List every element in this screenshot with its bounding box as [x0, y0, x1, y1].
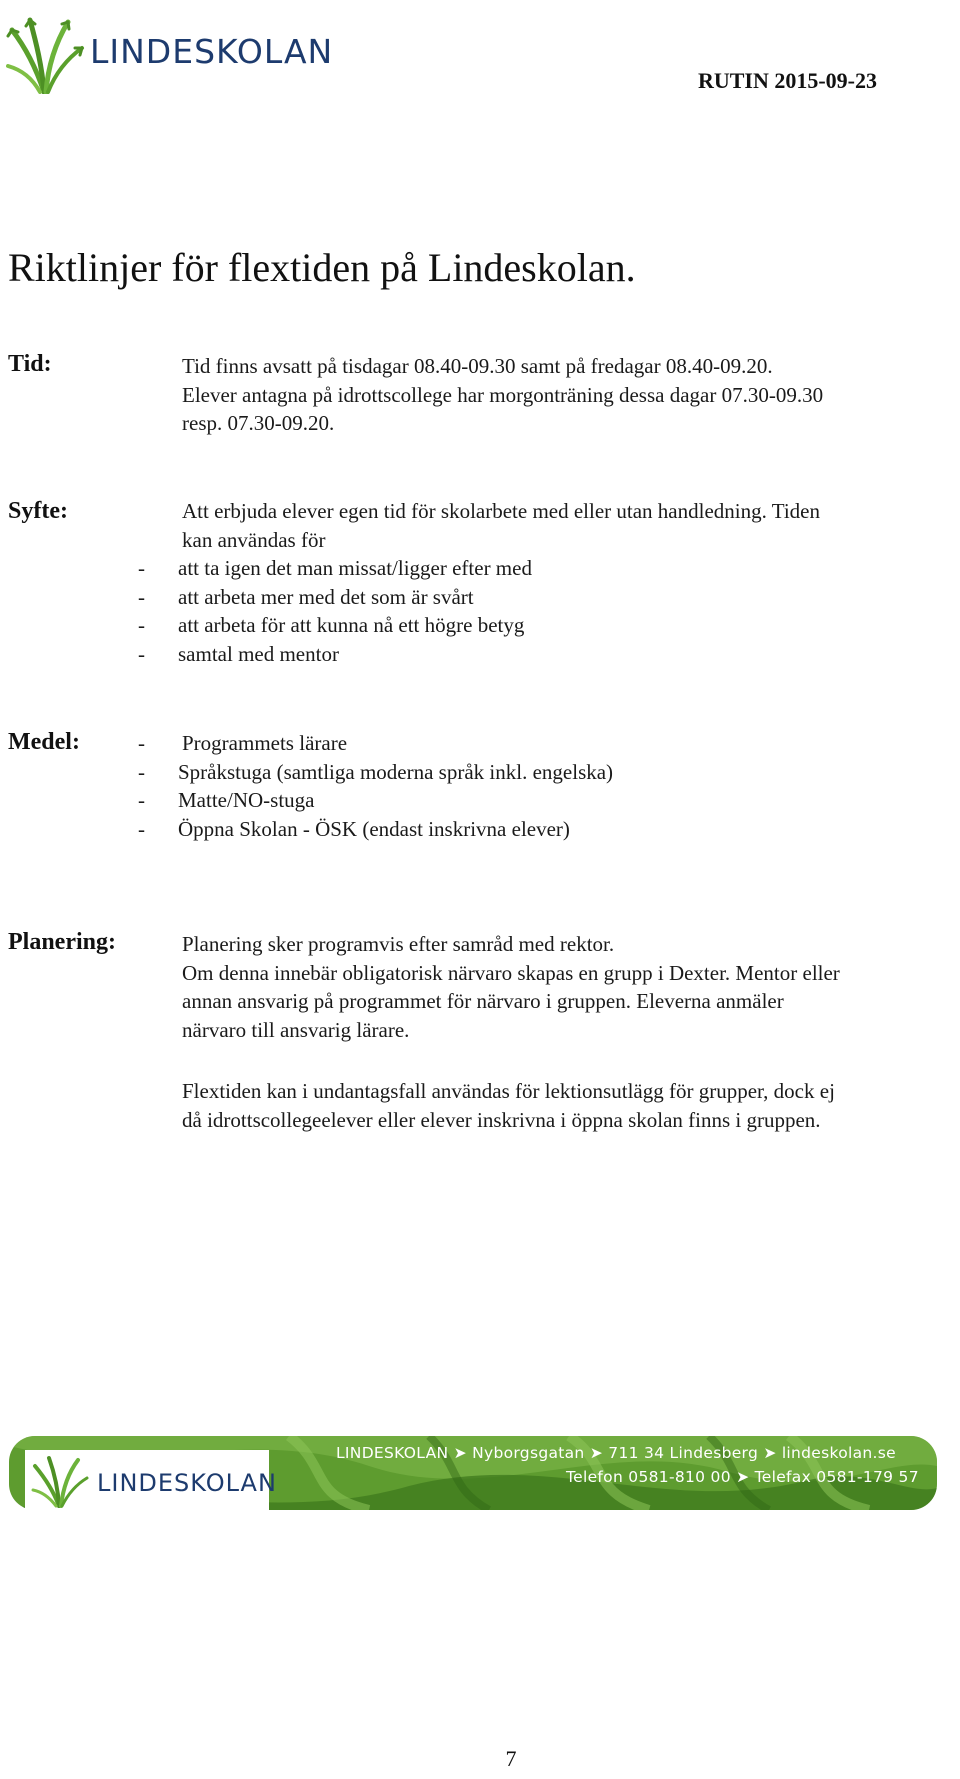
- section-body-syfte: [182, 497, 820, 554]
- medel-bullet-list: [138, 729, 838, 843]
- bullet-dash: -: [138, 584, 145, 609]
- text-line: Om denna innebär obligatorisk närvaro skapas en grupp i Dexter. Mentor eller: [182, 960, 840, 985]
- bullet-dash: -: [138, 816, 145, 841]
- routine-date-label: RUTIN 2015-09-23: [697, 68, 877, 93]
- banner-address-line: LINDESKOLAN ➤ Nyborgsgatan ➤ 711 34 Lindesberg ➤ lindeskolan.se: [336, 1444, 896, 1462]
- lindeskolan-logo: [6, 8, 366, 94]
- section-body-planering-note: [182, 1077, 835, 1134]
- section-body-planering: [182, 930, 840, 1044]
- list-item: [138, 758, 838, 787]
- section-label-tid: Tid:: [8, 351, 52, 377]
- list-item-text: att arbeta mer med det som är svårt: [178, 584, 474, 609]
- section-label-planering: Planering:: [8, 929, 116, 955]
- text-line: då idrottscollegeelever eller elever inskrivna i öppna skolan finns i gruppen.: [182, 1107, 821, 1132]
- list-item-text: samtal med mentor: [178, 641, 339, 666]
- list-item-text: Matte/NO-stuga: [178, 788, 315, 812]
- list-item: [138, 786, 838, 815]
- logo-wordmark: LINDESKOLAN: [90, 32, 334, 71]
- list-item-text: Öppna Skolan - ÖSK (endast inskrivna elever): [178, 816, 570, 841]
- bullet-dash: -: [138, 731, 145, 755]
- text-line: Tid finns avsatt på tisdagar 08.40-09.30 samt på fredagar 08.40-09.20.: [182, 354, 773, 378]
- text-line: Elever antagna på idrottscollege har morgonträning dessa dagar 07.30-09.30: [182, 382, 824, 407]
- list-item: [138, 583, 838, 612]
- text-line: annan ansvarig på programmet för närvaro i gruppen. Eleverna anmäler: [182, 989, 784, 1013]
- footer-banner: [9, 1436, 937, 1510]
- page-title: Riktlinjer för flextiden på Lindeskolan.: [8, 245, 636, 290]
- grass-logo-icon: [6, 8, 86, 94]
- text-line: Planering sker programvis efter samråd med rektor.: [182, 932, 615, 956]
- list-item-text: att ta igen det man missat/ligger efter med: [178, 556, 532, 580]
- list-item: [138, 815, 838, 844]
- list-item: [138, 611, 838, 640]
- list-item-text: Språkstuga (samtliga moderna språk inkl. engelska): [178, 759, 614, 784]
- text-line: Flextiden kan i undantagsfall användas för lektionsutlägg för grupper, dock ej: [182, 1079, 835, 1103]
- section-body-tid: [182, 352, 823, 438]
- bullet-dash: -: [138, 556, 145, 580]
- text-line: Att erbjuda elever egen tid för skolarbete med eller utan handledning. Tiden: [182, 499, 820, 523]
- banner-phone-line: Telefon 0581-810 00 ➤ Telefax 0581-179 57: [566, 1468, 919, 1486]
- list-item-text: att arbeta för att kunna nå ett högre betyg: [178, 613, 525, 637]
- banner-logo-wordmark: LINDESKOLAN: [97, 1469, 277, 1497]
- syfte-bullet-list: [138, 554, 838, 668]
- banner-logo-box: [25, 1450, 277, 1510]
- bullet-dash: -: [138, 641, 145, 666]
- bullet-dash: -: [138, 759, 145, 784]
- section-label-syfte: Syfte:: [8, 498, 68, 524]
- bullet-dash: -: [138, 788, 145, 812]
- bullet-dash: -: [138, 613, 145, 637]
- page-number: 7: [505, 1746, 517, 1771]
- section-label-medel: Medel:: [8, 729, 80, 755]
- list-item: [138, 640, 838, 669]
- list-item-text: Programmets lärare: [182, 731, 348, 755]
- list-item: [138, 554, 838, 583]
- text-line: kan användas för: [182, 527, 326, 552]
- text-line: närvaro till ansvarig lärare.: [182, 1017, 410, 1042]
- list-item: [138, 729, 838, 758]
- text-line: resp. 07.30-09.20.: [182, 411, 335, 435]
- grass-logo-icon: [31, 1450, 91, 1508]
